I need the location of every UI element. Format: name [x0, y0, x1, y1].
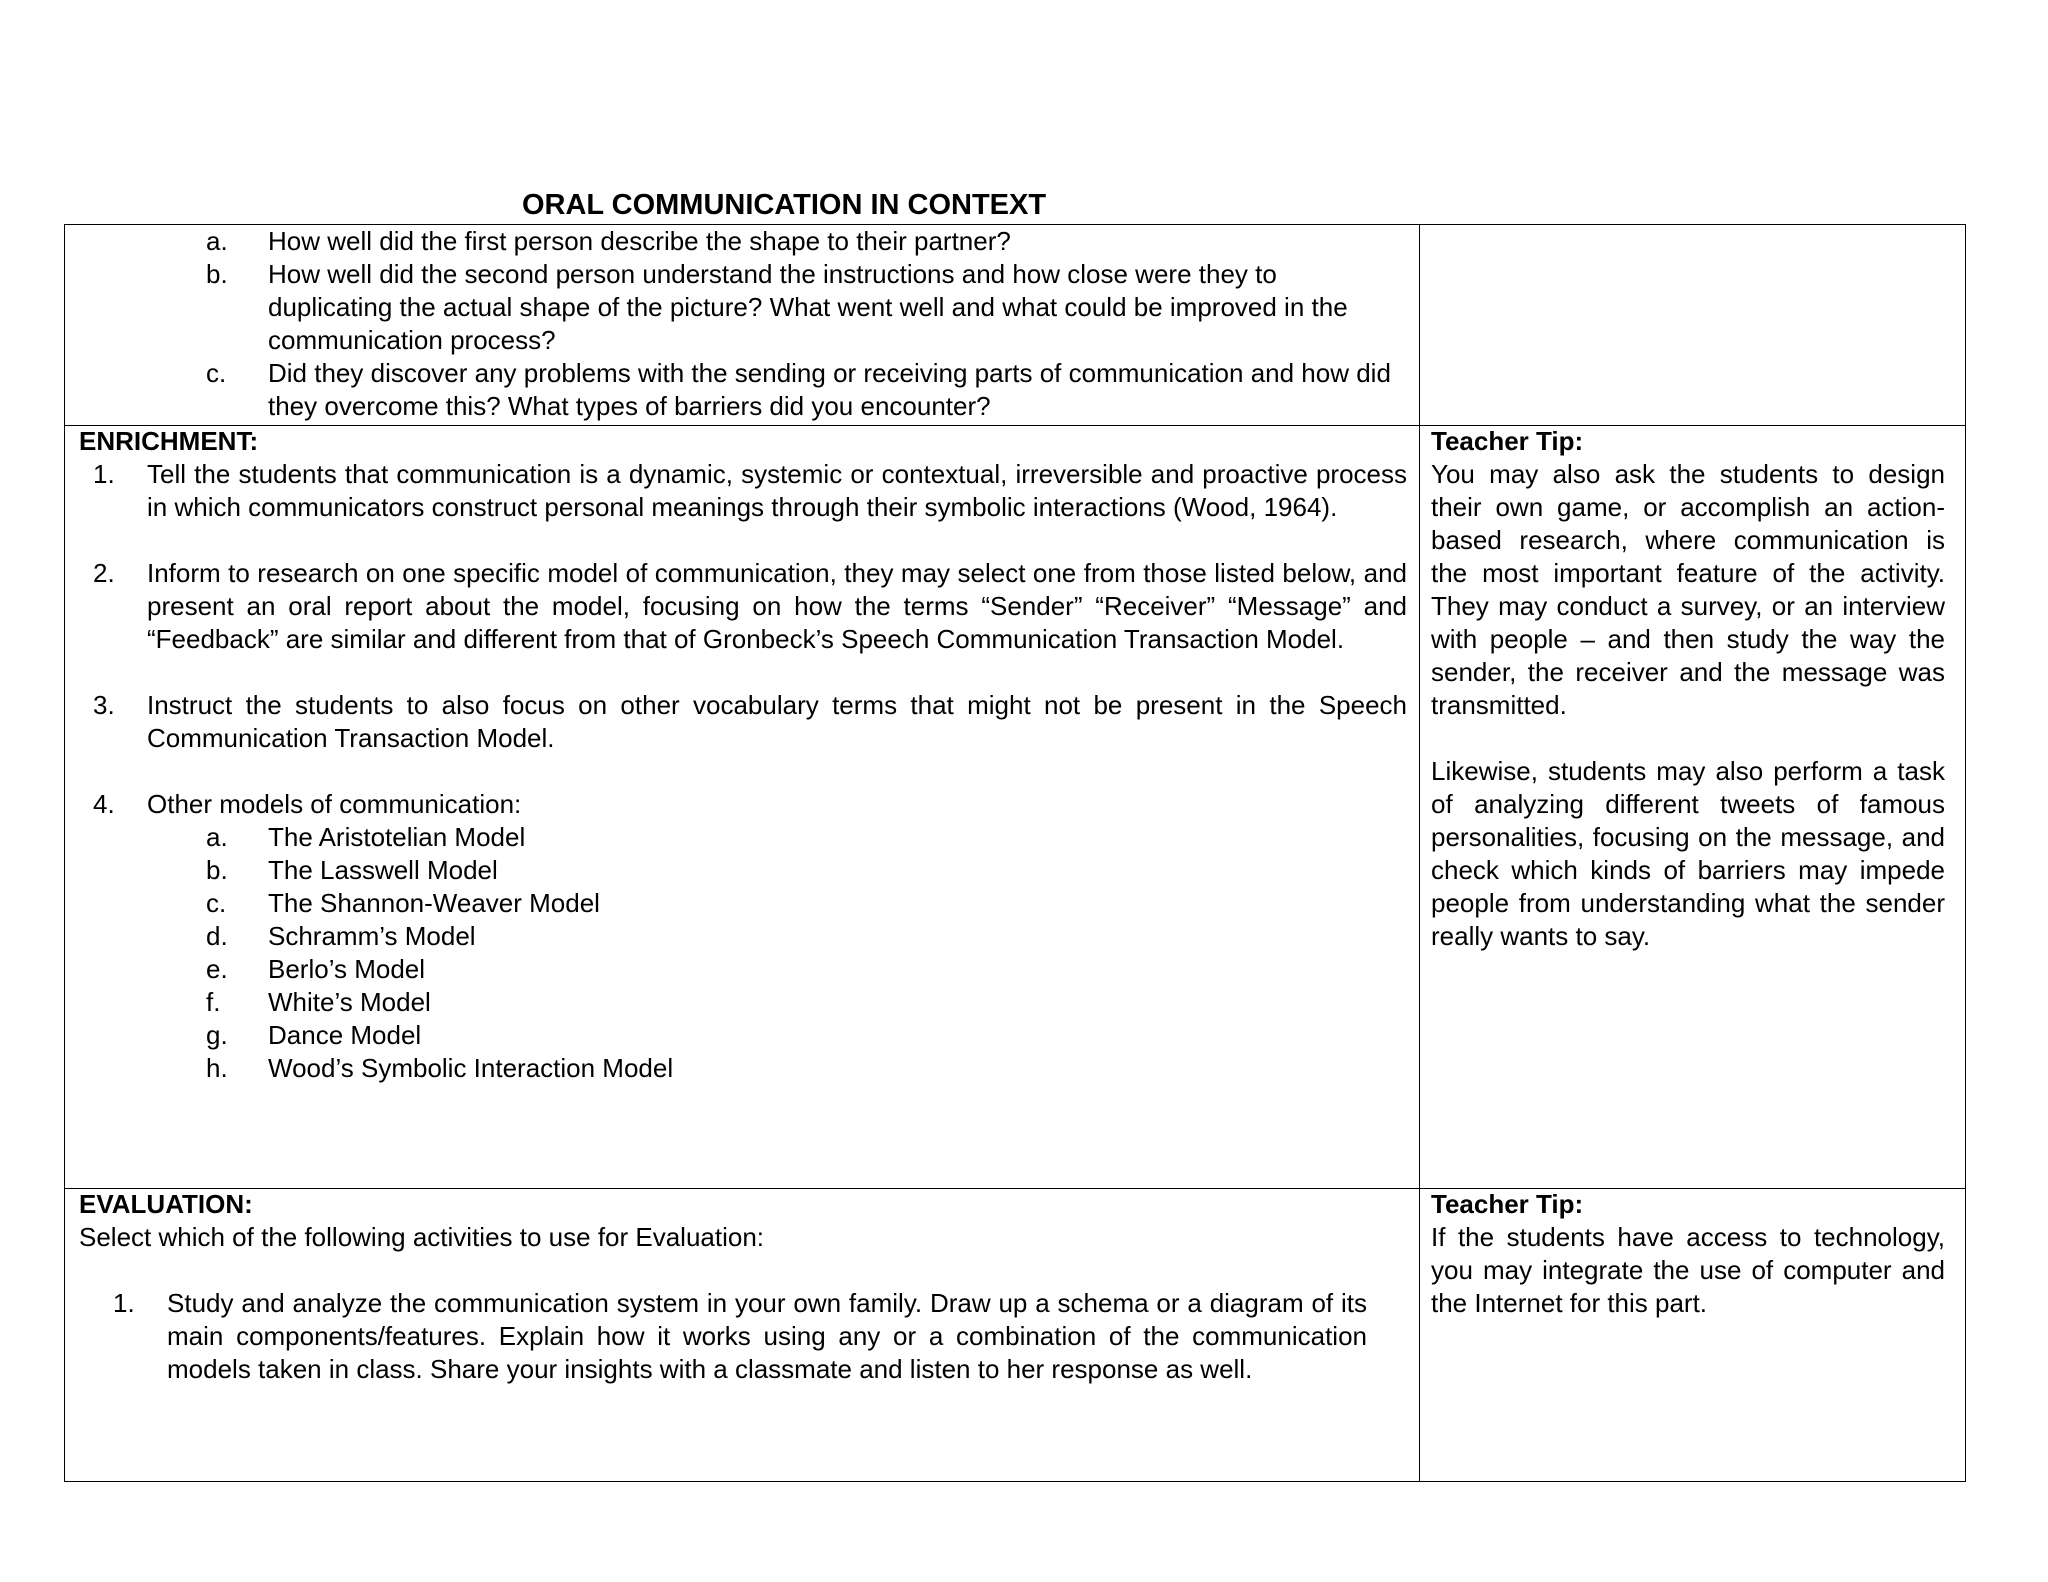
model-marker: f.: [206, 987, 221, 1017]
question-item: [65, 225, 1419, 258]
enrichment-text: Other models of communication:: [147, 789, 522, 819]
enrichment-heading: ENRICHMENT:: [79, 426, 259, 456]
evaluation-heading: EVALUATION:: [79, 1189, 253, 1219]
question-marker: c.: [206, 358, 227, 388]
model-text: The Aristotelian Model: [268, 822, 526, 852]
lesson-table: [64, 224, 1966, 1482]
model-marker: h.: [206, 1053, 228, 1083]
teacher-tip-text: Likewise, students may also perform a task of analyzing different tweets of famous personalities, focusing on the message, and check which kinds of barriers may impede people from understanding what the sender really wants to say.: [1431, 756, 1945, 951]
question-text: How well did the second person understand the instructions and how close were they to duplicating the actual shape of the picture? What went well and what could be improved in the communication process?: [268, 259, 1348, 355]
question-item: [65, 258, 1419, 357]
enrichment-item: [79, 689, 1407, 755]
model-item: [79, 854, 1407, 887]
question-marker: a.: [206, 226, 228, 256]
evaluation-intro: Select which of the following activities to use for Evaluation:: [79, 1222, 765, 1252]
question-item: [65, 357, 1419, 423]
question-marker: b.: [206, 259, 228, 289]
model-item: [79, 920, 1407, 953]
evaluation-item: [79, 1287, 1407, 1386]
model-item: [79, 1019, 1407, 1052]
model-marker: c.: [206, 888, 227, 918]
model-marker: b.: [206, 855, 228, 885]
model-marker: e.: [206, 954, 228, 984]
model-item: [79, 1052, 1407, 1085]
enrichment-cell: [79, 425, 1407, 1085]
question-text: How well did the first person describe the shape to their partner?: [268, 226, 1011, 256]
teacher-tip-text: If the students have access to technology, you may integrate the use of computer and the Internet for this part.: [1431, 1222, 1945, 1318]
questions-cell: [65, 225, 1419, 423]
model-text: Schramm’s Model: [268, 921, 476, 951]
teacher-tip-text: You may also ask the students to design their own game, or accomplish an action-based research, where communication is the most important feature of the activity. They may conduct a survey, or an interview with people – and then study the way the sender, the receiver and the message was transmitted.: [1431, 459, 1945, 720]
model-text: The Lasswell Model: [268, 855, 498, 885]
teacher-tip-heading: Teacher Tip:: [1431, 1189, 1584, 1219]
model-text: Wood’s Symbolic Interaction Model: [268, 1053, 674, 1083]
enrichment-marker: 2.: [93, 558, 115, 588]
enrichment-item: [79, 557, 1407, 656]
model-text: Dance Model: [268, 1020, 422, 1050]
model-marker: a.: [206, 822, 228, 852]
enrichment-marker: 3.: [93, 690, 115, 720]
model-text: The Shannon-Weaver Model: [268, 888, 600, 918]
model-item: [79, 887, 1407, 920]
enrichment-item: [79, 458, 1407, 524]
column-divider: [1419, 225, 1420, 1481]
enrichment-text: Tell the students that communication is a dynamic, systemic or contextual, irreversible and proactive process in which communicators construct personal meanings through their symbolic interactions (Wood, 1964).: [147, 459, 1407, 522]
teacher-tip-heading: Teacher Tip:: [1431, 426, 1584, 456]
model-text: White’s Model: [268, 987, 431, 1017]
model-marker: g.: [206, 1020, 228, 1050]
enrichment-text: Instruct the students to also focus on other vocabulary terms that might not be present in the Speech Communication Transaction Model.: [147, 690, 1407, 753]
evaluation-tip-cell: [1431, 1188, 1945, 1320]
question-text: Did they discover any problems with the sending or receiving parts of communication and how did they overcome this? What types of barriers did you encounter?: [268, 358, 1391, 421]
enrichment-item: [79, 788, 1407, 821]
model-item: [79, 821, 1407, 854]
model-item: [79, 953, 1407, 986]
model-marker: d.: [206, 921, 228, 951]
page-title: ORAL COMMUNICATION IN CONTEXT: [521, 189, 1047, 221]
enrichment-marker: 4.: [93, 789, 115, 819]
evaluation-text: Study and analyze the communication system in your own family. Draw up a schema or a diagram of its main components/features. Explain how it works using any or a combination of the communication models taken in class. Share your insights with a classmate and listen to her response as well.: [167, 1288, 1367, 1384]
model-item: [79, 986, 1407, 1019]
enrichment-text: Inform to research on one specific model of communication, they may select one from those listed below, and present an oral report about the model, focusing on how the terms “Sender” “Receiver” “Message” and “Feedback” are similar and different from that of Gronbeck’s Speech Communication Transaction Model.: [147, 558, 1407, 654]
enrichment-tip-cell: [1431, 425, 1945, 953]
evaluation-cell: [79, 1188, 1407, 1386]
model-text: Berlo’s Model: [268, 954, 426, 984]
evaluation-marker: 1.: [113, 1288, 135, 1318]
enrichment-marker: 1.: [93, 459, 115, 489]
